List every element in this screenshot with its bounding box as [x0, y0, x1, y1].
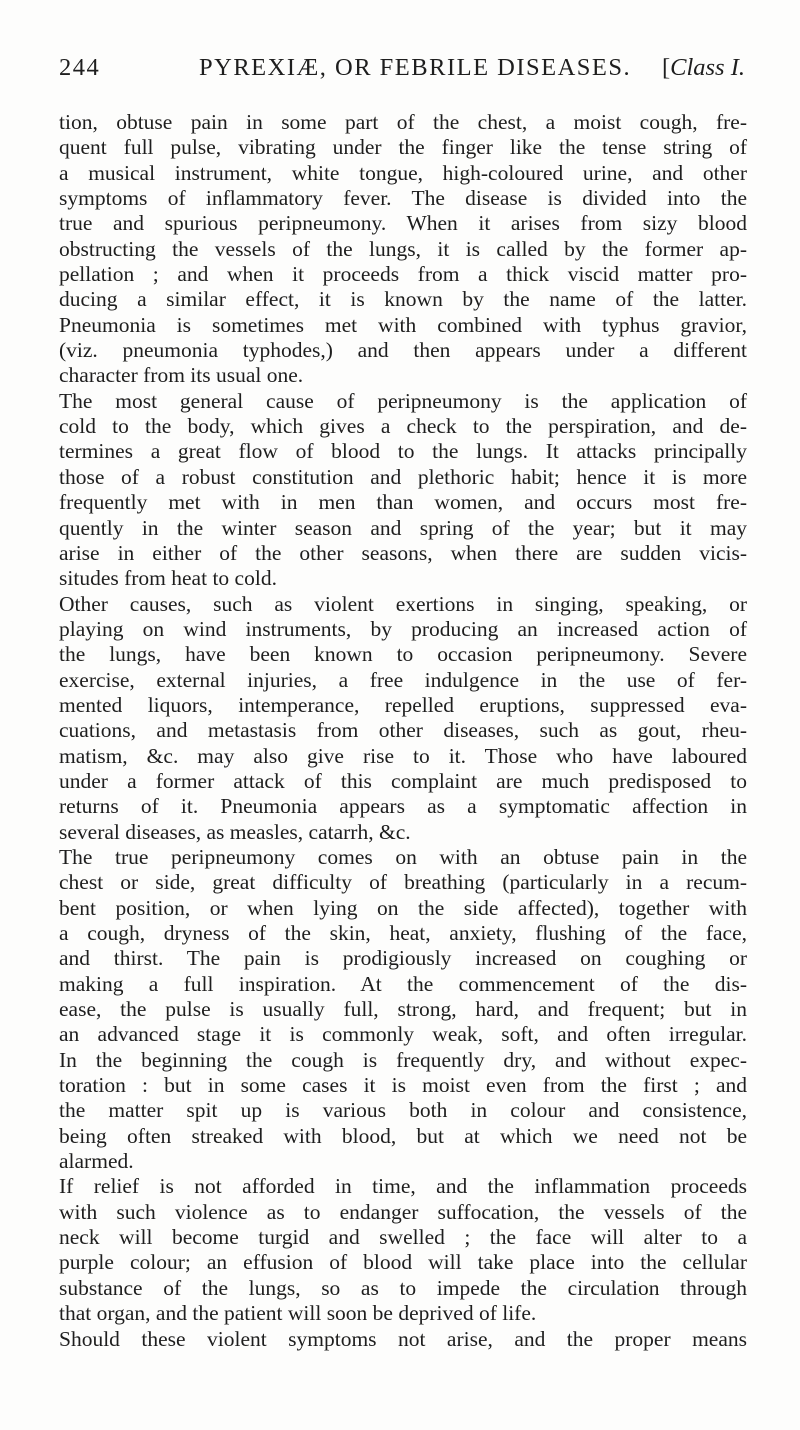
running-head [59, 48, 745, 88]
text-line: that organ, and the patient will soon be deprived of life. [59, 1301, 537, 1326]
text-line: quent full pulse, vibrating under the finger like the tense string of [59, 135, 747, 160]
text-line: a musical instrument, white tongue, high-coloured urine, and other [59, 160, 747, 185]
text-line: The true peripneumony comes on with an obtuse pain in the [59, 844, 747, 869]
text-line: playing on wind instruments, by producing an increased action of [59, 616, 747, 641]
text-line: symptoms of inflammatory fever. The disease is divided into the [59, 186, 747, 211]
text-line: with such violence as to endanger suffocation, the vessels of the [59, 1199, 747, 1224]
text-line: those of a robust constitution and plethoric habit; hence it is more [59, 464, 747, 489]
text-line: being often streaked with blood, but at which we need not be [59, 1123, 747, 1148]
text-line: exercise, external injuries, a free indulgence in the use of fer- [59, 667, 747, 692]
text-line: termines a great flow of blood to the lungs. It attacks principally [59, 439, 747, 464]
text-line: bent position, or when lying on the side affected), together with [59, 895, 747, 920]
text-line: quently in the winter season and spring of the year; but it may [59, 515, 747, 540]
text-line: ducing a similar effect, it is known by the name of the latter. [59, 287, 747, 312]
text-line: obstructing the vessels of the lungs, it is called by the former ap- [59, 236, 747, 261]
page-number: 244 [59, 54, 101, 81]
text-line: a cough, dryness of the skin, heat, anxiety, flushing of the face, [59, 921, 747, 945]
running-title: PYREXIÆ, OR FEBRILE DISEASES. [199, 54, 632, 81]
text-line: (viz. pneumonia typhodes,) and then appears under a different [59, 338, 747, 363]
text-line: pellation ; and when it proceeds from a thick viscid matter pro- [59, 262, 747, 287]
text-line: toration : but in some cases it is moist even from the first ; and [59, 1073, 747, 1098]
class-label [662, 48, 745, 88]
text-line: In the beginning the cough is frequently dry, and without expec- [59, 1047, 747, 1072]
text-line: cuations, and metastasis from other diseases, such as gout, rheu- [59, 718, 747, 743]
text-line: ease, the pulse is usually full, strong, hard, and frequent; but in [59, 997, 747, 1022]
text-line: matism, &c. may also give rise to it. Those who have laboured [59, 743, 747, 768]
text-line: Should these violent symptoms not arise, and the proper means [59, 1326, 747, 1351]
text-line: purple colour; an effusion of blood will take place into the cellular [59, 1250, 747, 1275]
text-line: under a former attack of this complaint are much predisposed to [59, 768, 747, 793]
class-text: Class I. [670, 54, 745, 81]
text-line: arise in either of the other seasons, when there are sudden vicis- [59, 540, 747, 565]
text-line: character from its usual one. [59, 363, 304, 388]
text-line: chest or side, great difficulty of breathing (particularly in a recum- [59, 870, 747, 895]
text-line: making a full inspiration. At the commencement of the dis- [59, 971, 747, 996]
text-line: the lungs, have been known to occasion peripneumony. Severe [59, 642, 747, 667]
text-line: Other causes, such as violent exertions in singing, speaking, or [59, 591, 747, 616]
text-line: neck will become turgid and swelled ; the face will alter to a [59, 1225, 747, 1250]
text-line: several diseases, as measles, catarrh, &c. [59, 819, 411, 844]
text-line: returns of it. Pneumonia appears as a symptomatic affection in [59, 794, 747, 819]
text-line: substance of the lungs, so as to impede the circulation through [59, 1275, 747, 1300]
text-line: situdes from heat to cold. [59, 566, 277, 591]
body-text [59, 110, 747, 1352]
class-bracket: [ [661, 54, 671, 81]
text-line: true and spurious peripneumony. When it arises from sizy blood [59, 211, 747, 236]
text-line: frequently met with in men than women, and occurs most fre- [59, 490, 747, 515]
text-line: cold to the body, which gives a check to the perspiration, and de- [59, 414, 747, 439]
text-line: The most general cause of peripneumony is the application of [59, 388, 747, 413]
text-line: tion, obtuse pain in some part of the chest, a moist cough, fre- [59, 110, 747, 134]
text-line: an advanced stage it is commonly weak, soft, and often irregular. [59, 1022, 747, 1047]
text-line: Pneumonia is sometimes met with combined with typhus gravior, [59, 312, 747, 337]
text-line: the matter spit up is various both in colour and consistence, [59, 1098, 747, 1123]
text-line: mented liquors, intemperance, repelled eruptions, suppressed eva- [59, 692, 747, 717]
text-line: If relief is not afforded in time, and the inflammation proceeds [59, 1174, 747, 1199]
text-line: and thirst. The pain is prodigiously increased on coughing or [59, 946, 747, 971]
text-line: alarmed. [59, 1149, 134, 1174]
